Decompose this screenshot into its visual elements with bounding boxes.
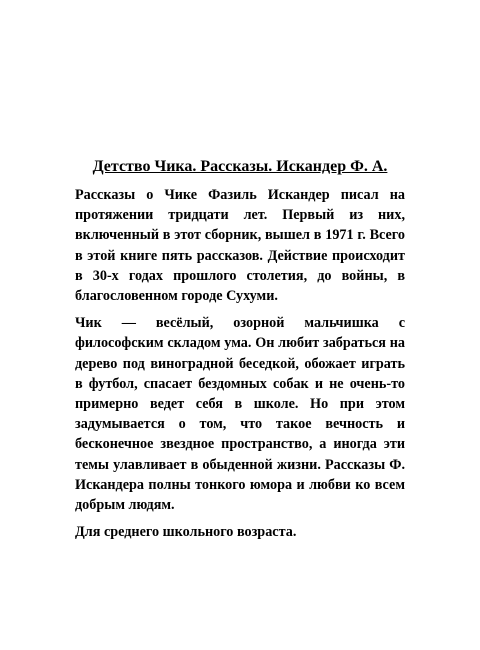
- document-page: [75, 150, 405, 549]
- paragraph-intro: Рассказы о Чике Фазиль Искандер писал на протяжении тридцати лет. Первый из них, включенный в этот сборник, вышел в 1971 г. Всего в этой книге пять рассказов. Действие происходит в 30-х годах прошлого столетия, до войны, в благословенном городе Сухуми.: [75, 187, 405, 305]
- document-title: Детство Чика. Рассказы. Искандер Ф. А.: [92, 158, 388, 175]
- paragraph-audience: Для среднего школьного возраста.: [75, 524, 297, 541]
- paragraph-description: Чик — весёлый, озорной мальчишка с философским складом ума. Он любит забраться на дерево под виноградной беседкой, обожает играть в футбол, спасает бездомных собак и не очень-то примерно ведет себя в школе. Но при этом задумывается о том, что такое вечность и бесконечное звездное пространство, а иногда эти темы улавливает в обыденной жизни. Рассказы Ф. Искандера полны тонкого юмора и любви ко всем добрым людям.: [75, 315, 405, 514]
